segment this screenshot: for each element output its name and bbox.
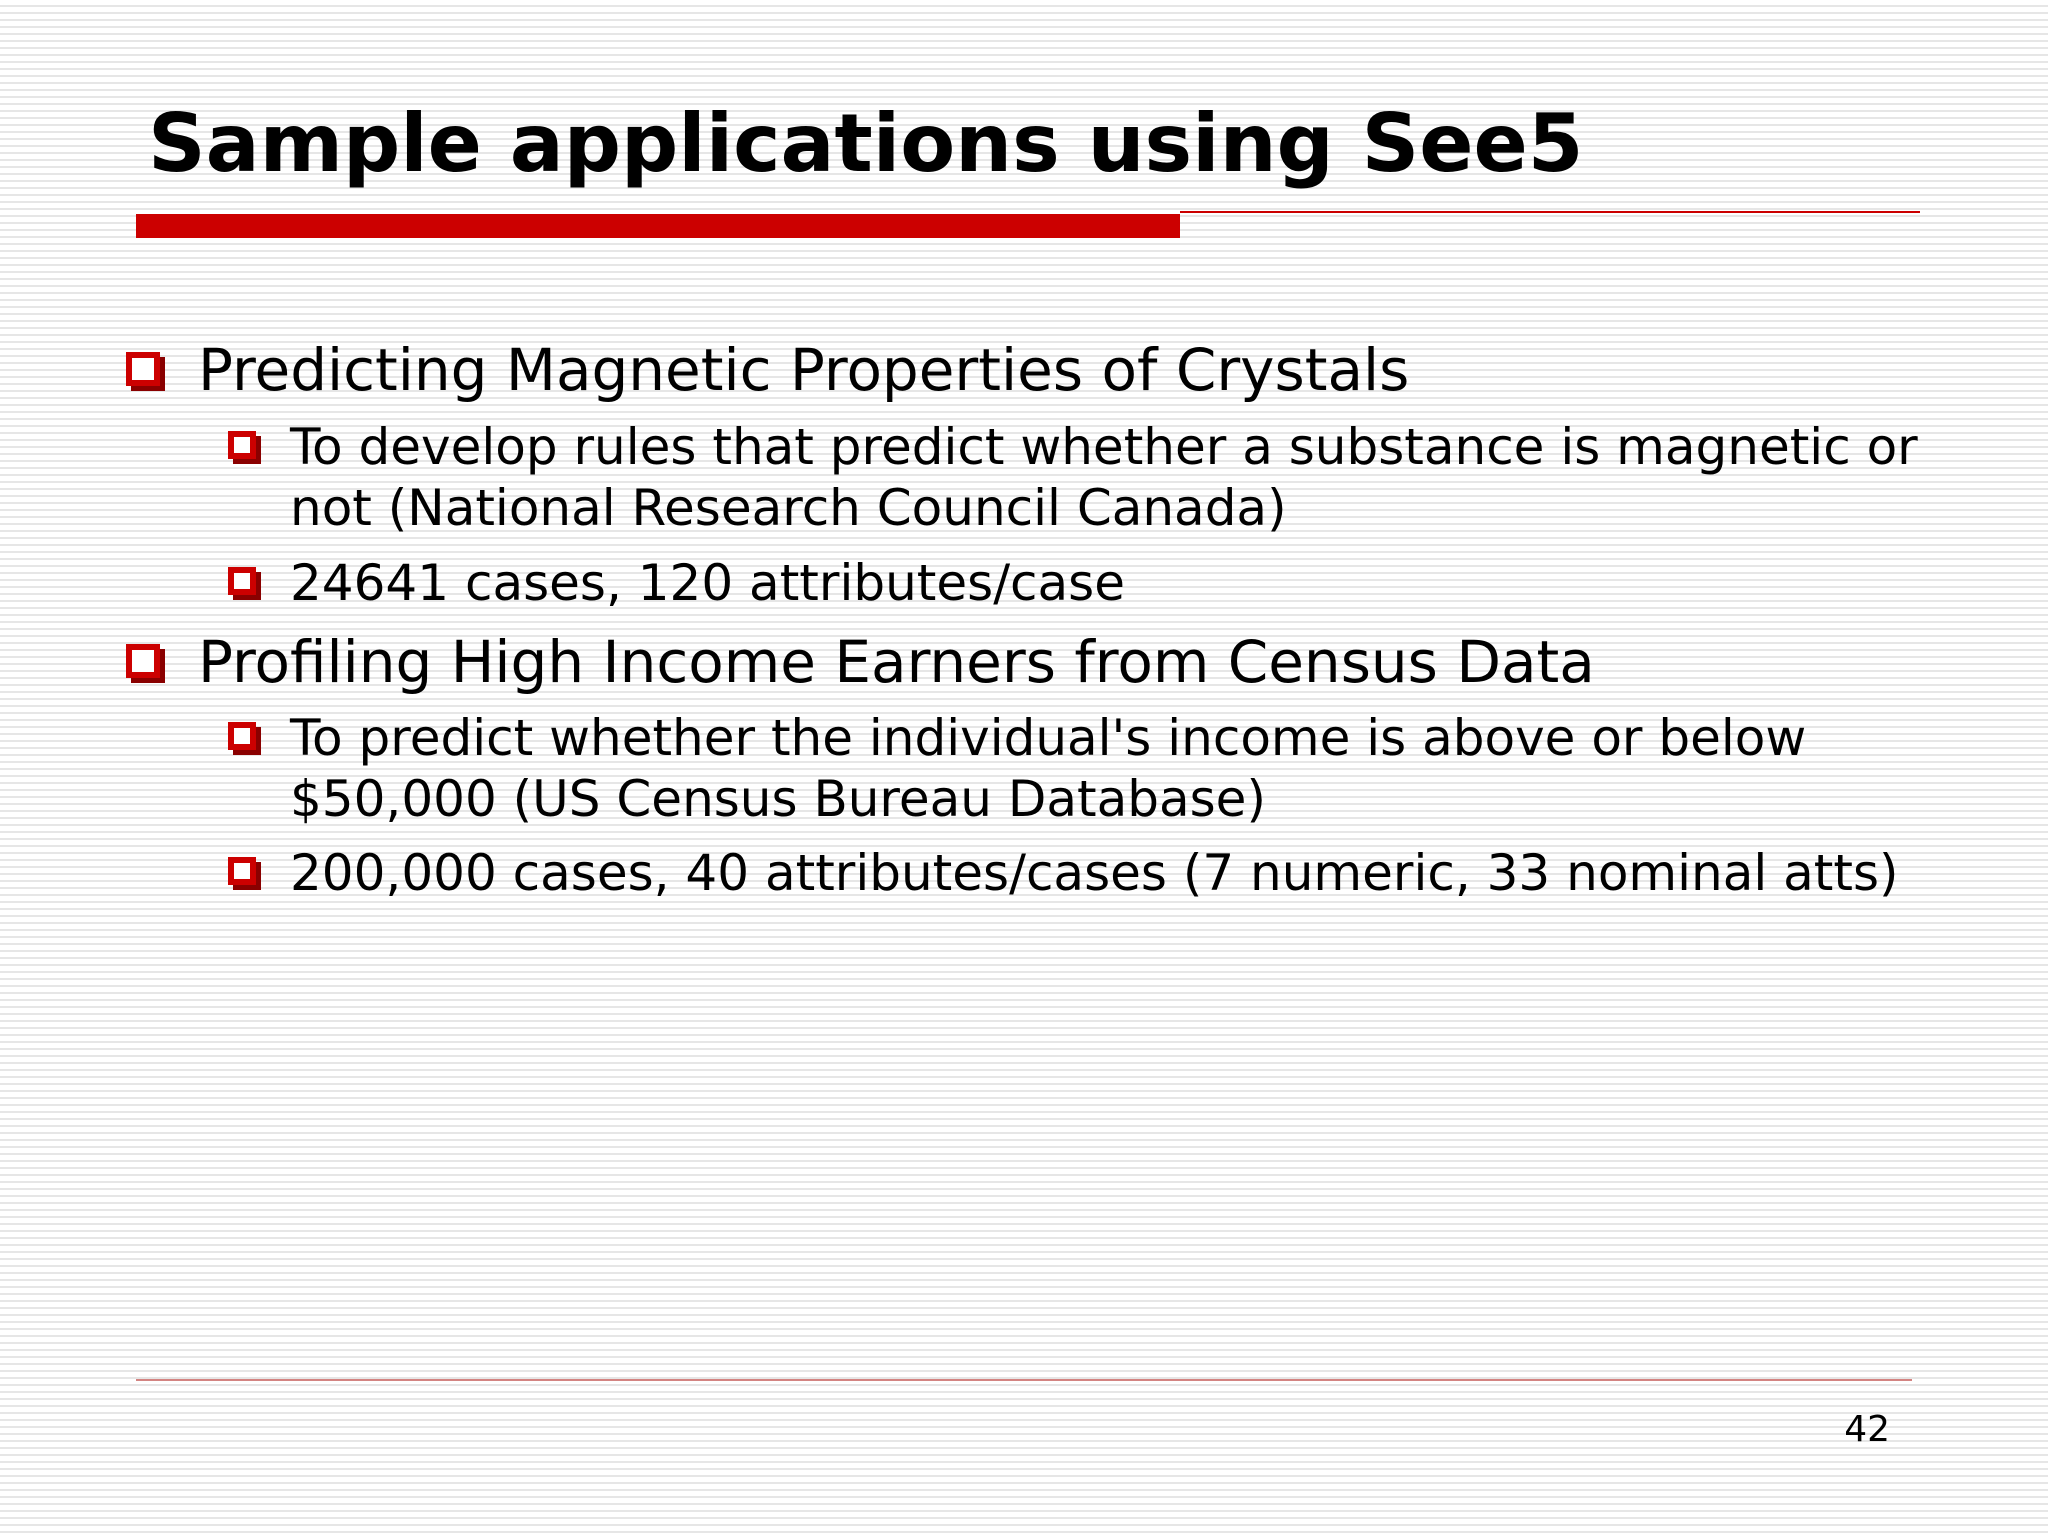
square-bullet-icon (228, 431, 256, 459)
sub-bullet-item (228, 417, 1950, 539)
bullet-text: Predicting Magnetic Properties of Crystals (198, 336, 1410, 404)
bullet-item (126, 628, 1595, 696)
sub-bullet-item (228, 553, 1950, 614)
sub-bullet-text: To predict whether the individual's income is above or below $50,000 (US Census Bureau Database) (290, 709, 1807, 828)
sub-bullet-text: 200,000 cases, 40 attributes/cases (7 numeric, 33 nominal atts) (290, 844, 1899, 902)
slide-title: Sample applications using See5 (148, 97, 1584, 190)
footer-divider (136, 1379, 1912, 1381)
bullet-text: Profiling High Income Earners from Census Data (198, 628, 1595, 696)
page-number: 42 (1844, 1409, 1890, 1450)
sub-bullet-text: 24641 cases, 120 attributes/case (290, 554, 1125, 612)
square-bullet-icon (126, 644, 160, 678)
bullet-item (126, 336, 1409, 404)
sub-bullet-item (228, 708, 1950, 830)
sub-bullet-item (228, 843, 1950, 904)
square-bullet-icon (228, 857, 256, 885)
square-bullet-icon (228, 722, 256, 750)
square-bullet-icon (228, 567, 256, 595)
sub-bullet-text: To develop rules that predict whether a substance is magnetic or not (National Research Council Canada) (290, 418, 1918, 537)
square-bullet-icon (126, 352, 160, 386)
